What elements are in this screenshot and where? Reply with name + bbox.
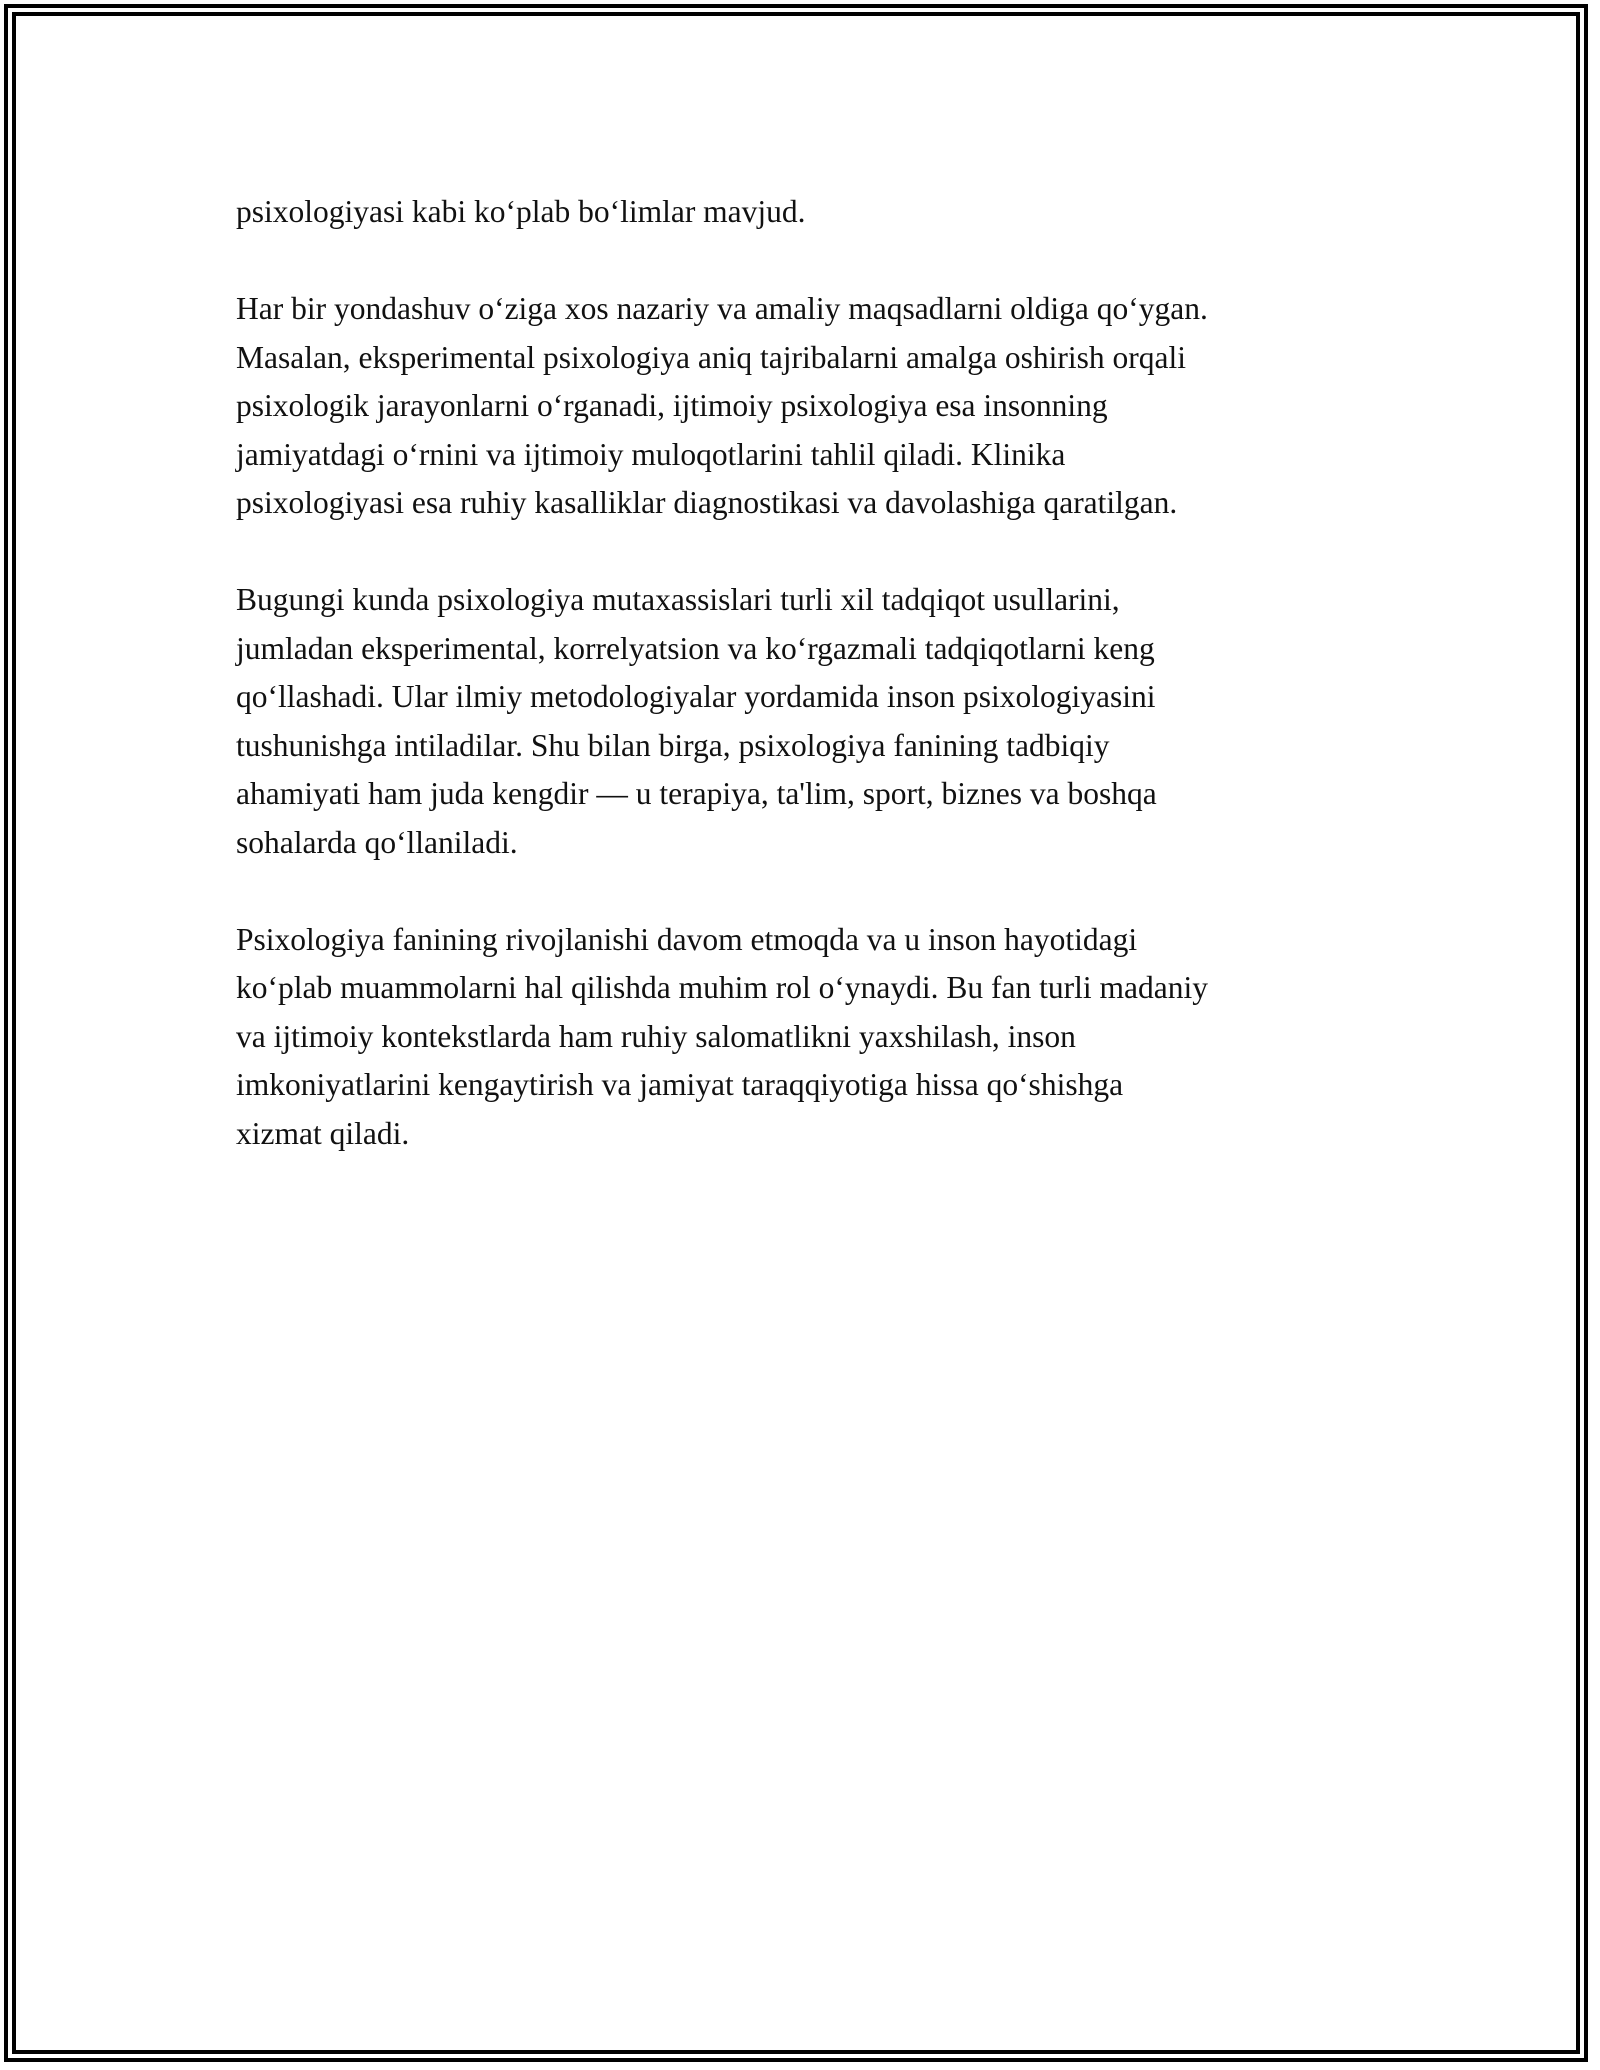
text-line: Masalan, eksperimental psixologiya aniq tajribalarni amalga oshirish orqali bbox=[236, 339, 1186, 375]
text-line: psixologik jarayonlarni o‘rganadi, ijtimoiy psixologiya esa insonning bbox=[236, 388, 1108, 423]
text-line: Bugungi kunda psixologiya mutaxassislari turli xil tadqiqot usullarini, bbox=[236, 582, 1120, 617]
text-line: xizmat qiladi. bbox=[236, 1115, 410, 1151]
text-line: jumladan eksperimental, korrelyatsion va ko‘rgazmali tadqiqotlarni keng bbox=[236, 630, 1155, 666]
text-line: Psixologiya fanining rivojlanishi davom etmoqda va u inson hayotidagi bbox=[236, 921, 1138, 957]
text-line: qo‘llashadi. Ular ilmiy metodologiyalar yordamida inson psixologiyasini bbox=[236, 679, 1156, 714]
text-line: ahamiyati ham juda kengdir — u terapiya, ta'lim, sport, biznes va boshqa bbox=[236, 776, 1157, 811]
text-line: ko‘plab muammolarni hal qilishda muhim rol o‘ynaydi. Bu fan turli madaniy bbox=[236, 970, 1208, 1005]
paragraph bbox=[236, 188, 1396, 237]
text-line: Har bir yondashuv o‘ziga xos nazariy va amaliy maqsadlarni oldiga qo‘ygan. bbox=[236, 291, 1208, 326]
text-line: tushunishga intiladilar. Shu bilan birga, psixologiya fanining tadbiqiy bbox=[236, 727, 1110, 763]
text-line: psixologiyasi esa ruhiy kasalliklar diagnostikasi va davolashiga qaratilgan. bbox=[236, 485, 1178, 520]
text-line: sohalarda qo‘llaniladi. bbox=[236, 824, 518, 860]
paragraph bbox=[236, 916, 1396, 1159]
paragraph bbox=[236, 285, 1396, 528]
text-line: jamiyatdagi o‘rnini va ijtimoiy muloqotlarini tahlil qiladi. Klinika bbox=[236, 436, 1066, 472]
text-line: va ijtimoiy kontekstlarda ham ruhiy salomatlikni yaxshilash, inson bbox=[236, 1018, 1076, 1054]
paragraph bbox=[236, 576, 1396, 867]
document-body bbox=[236, 188, 1396, 1207]
text-line: psixologiyasi kabi ko‘plab bo‘limlar mavjud. bbox=[236, 194, 806, 229]
text-line: imkoniyatlarini kengaytirish va jamiyat taraqqiyotiga hissa qo‘shishga bbox=[236, 1067, 1124, 1102]
